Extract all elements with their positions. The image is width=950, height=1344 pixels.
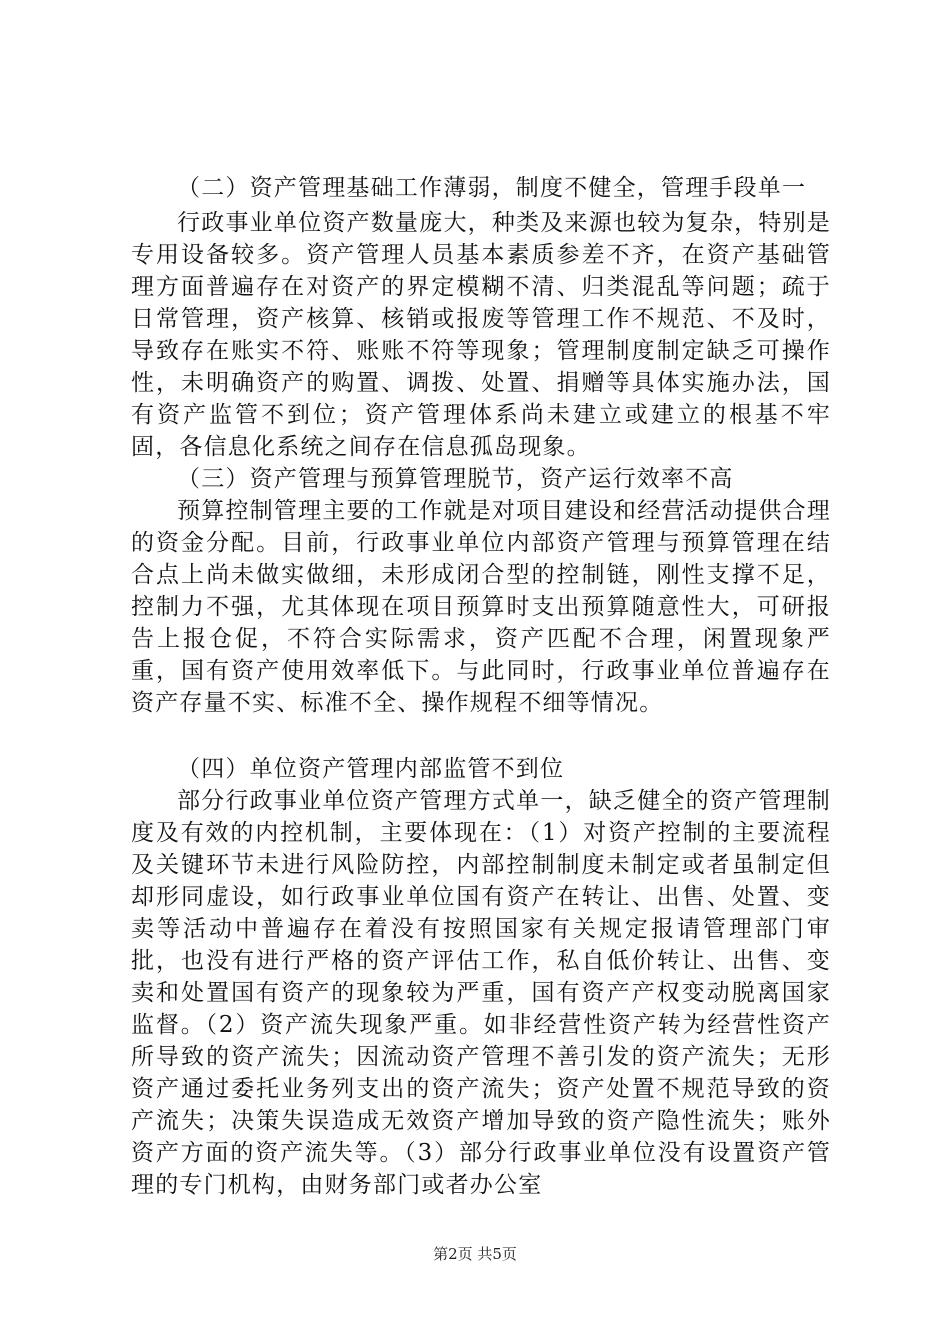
section-heading-3: （三）资产管理与预算管理脱节，资产运行效率不高: [177, 466, 734, 492]
page-number-footer: 第2页 共5页: [433, 1245, 517, 1263]
section-body-2: 行政事业单位资产数量庞大，种类及来源也较为复杂，特别是专用设备较多。资产管理人员基本素质参差不齐，在资产基础管理方面普遍存在对资产的界定模糊不清、归类混乱等问题；疏于日常管理，资产核算、核销或报废等管理工作不规范、不及时，导致存在账实不符、账账不符等现象；管理制度制定缺乏可操作性，未明确资产的购置、调拨、处置、捐赠等具体实施办法，国有资产监管不到位；资产管理体系尚未建立或建立的根基不牢固，各信息化系统之间存在信息孤岛现象。: [131, 210, 831, 460]
section-body-4: 部分行政事业单位资产管理方式单一，缺乏健全的资产管理制度及有效的内控机制，主要体现在：（1）对资产控制的主要流程及关键环节未进行风险防控，内部控制制度未制定或者虽制定但却形同虚设，如行政事业单位国有资产在转让、出售、处置、变卖等活动中普遍存在着没有按照国家有关规定报请管理部门审批，也没有进行严格的资产评估工作，私自低价转让、出售、变卖和处置国有资产的现象较为严重，国有资产产权变动脱离国家监督。（2）资产流失现象严重。如非经营性资产转为经营性资产所导致的资产流失；因流动资产管理不善引发的资产流失；无形资产通过委托业务列支出的资产流失；资产处置不规范导致的资产流失；决策失误造成无效资产增加导致的资产隐性流失；账外资产方面的资产流失等。（3）部分行政事业单位没有设置资产管理的专门机构，由财务部门或者办公室: [131, 788, 831, 1198]
section-body-3: 预算控制管理主要的工作就是对项目建设和经营活动提供合理的资金分配。目前，行政事业单位内部资产管理与预算管理在结合点上尚未做实做细，未形成闭合型的控制链，刚性支撑不足，控制力不强，尤其体现在项目预算时支出预算随意性大，可研报告上报仓促，不符合实际需求，资产匹配不合理，闲置现象严重，国有资产使用效率低下。与此同时，行政事业单位普遍存在资产存量不实、标准不全、操作规程不细等情况。: [131, 498, 831, 716]
section-heading-4: （四）单位资产管理内部监管不到位: [177, 756, 565, 782]
document-body: [131, 172, 831, 1201]
section-heading-2: （二）资产管理基础工作薄弱，制度不健全，管理手段单一: [177, 175, 807, 201]
